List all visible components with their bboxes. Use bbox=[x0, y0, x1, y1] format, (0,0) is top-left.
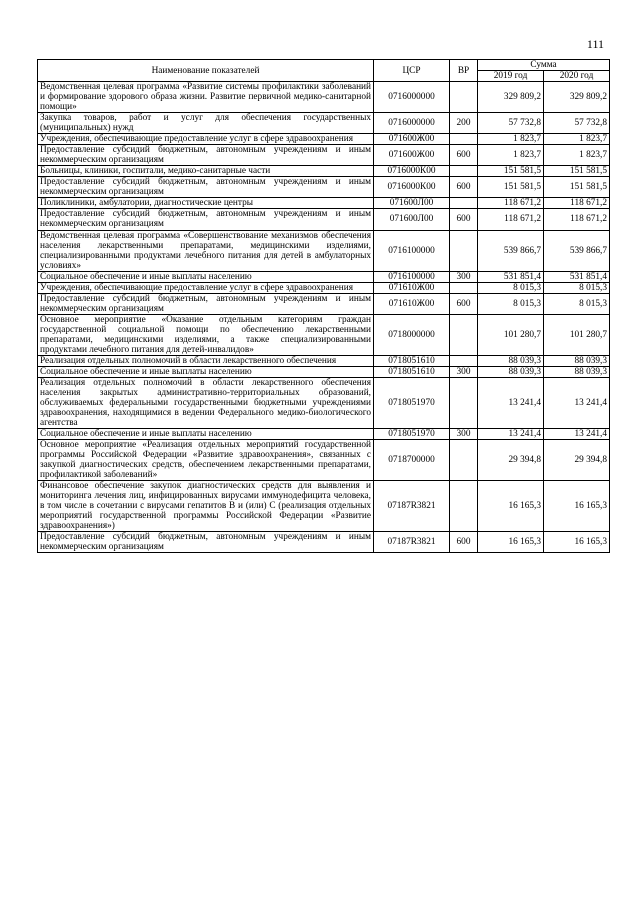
row-name-cell: Предоставление субсидий бюджетным, автономным учреждениям и иным некоммерческим организациям bbox=[38, 209, 374, 230]
header-year-2020: 2020 год bbox=[544, 71, 610, 82]
row-csr-cell: 0716100000 bbox=[374, 271, 450, 282]
row-name-cell: Социальное обеспечение и иные выплаты населению bbox=[38, 271, 374, 282]
table-row bbox=[38, 481, 610, 532]
header-sum: Сумма bbox=[478, 60, 610, 71]
table-row bbox=[38, 209, 610, 230]
row-name-cell: Предоставление субсидий бюджетным, автономным учреждениям и иным некоммерческим организациям bbox=[38, 145, 374, 166]
row-vr-cell bbox=[450, 166, 478, 177]
row-sum-2020-cell: 88 039,3 bbox=[544, 366, 610, 377]
row-csr-cell: 071600Ж00 bbox=[374, 134, 450, 145]
row-vr-cell bbox=[450, 198, 478, 209]
row-vr-cell bbox=[450, 377, 478, 428]
row-csr-cell: 0718700000 bbox=[374, 440, 450, 481]
table-row bbox=[38, 429, 610, 440]
row-sum-2019-cell: 88 039,3 bbox=[478, 355, 544, 366]
row-vr-cell: 300 bbox=[450, 366, 478, 377]
row-sum-2019-cell: 29 394,8 bbox=[478, 440, 544, 481]
row-sum-2020-cell: 531 851,4 bbox=[544, 271, 610, 282]
row-name-cell: Реализация отдельных полномочий в области лекарственного обеспечения населения закрытых административно-территориальных образований, обслуживаемых федеральными государственными бюджетными учреждениями здравоохранения, находящимися в ведении Федерального медико-биологического агентства bbox=[38, 377, 374, 428]
row-sum-2020-cell: 29 394,8 bbox=[544, 440, 610, 481]
row-sum-2020-cell: 88 039,3 bbox=[544, 355, 610, 366]
row-sum-2019-cell: 13 241,4 bbox=[478, 429, 544, 440]
row-sum-2020-cell: 16 165,3 bbox=[544, 532, 610, 553]
table-row bbox=[38, 366, 610, 377]
table-row bbox=[38, 282, 610, 293]
row-vr-cell: 600 bbox=[450, 209, 478, 230]
row-vr-cell: 200 bbox=[450, 113, 478, 134]
row-csr-cell: 0716000000 bbox=[374, 82, 450, 113]
row-sum-2019-cell: 1 823,7 bbox=[478, 134, 544, 145]
row-sum-2020-cell: 13 241,4 bbox=[544, 377, 610, 428]
row-vr-cell bbox=[450, 282, 478, 293]
header-vr: ВР bbox=[450, 60, 478, 82]
row-sum-2020-cell: 57 732,8 bbox=[544, 113, 610, 134]
row-sum-2020-cell: 1 823,7 bbox=[544, 145, 610, 166]
row-sum-2020-cell: 151 581,5 bbox=[544, 177, 610, 198]
row-name-cell: Финансовое обеспечение закупок диагностических средств для выявления и мониторинга лечения лиц, инфицированных вирусами иммунодефицита человека, в том числе в сочетании с вирусами гепатитов В и (или) С (реализация отдельных мероприятий государственной программы Российской Федерации «Развитие здравоохранения») bbox=[38, 481, 374, 532]
table-row bbox=[38, 314, 610, 355]
row-csr-cell: 071610Ж00 bbox=[374, 282, 450, 293]
row-sum-2019-cell: 118 671,2 bbox=[478, 198, 544, 209]
row-name-cell: Реализация отдельных полномочий в области лекарственного обеспечения bbox=[38, 355, 374, 366]
row-vr-cell bbox=[450, 230, 478, 271]
header-csr: ЦСР bbox=[374, 60, 450, 82]
row-csr-cell: 071610Ж00 bbox=[374, 293, 450, 314]
row-vr-cell: 300 bbox=[450, 271, 478, 282]
row-sum-2019-cell: 8 015,3 bbox=[478, 293, 544, 314]
row-sum-2020-cell: 539 866,7 bbox=[544, 230, 610, 271]
row-vr-cell bbox=[450, 82, 478, 113]
row-csr-cell: 0718051610 bbox=[374, 355, 450, 366]
row-sum-2019-cell: 88 039,3 bbox=[478, 366, 544, 377]
budget-table bbox=[37, 59, 610, 553]
table-row bbox=[38, 532, 610, 553]
row-csr-cell: 0716000К00 bbox=[374, 166, 450, 177]
row-name-cell: Поликлиники, амбулатории, диагностические центры bbox=[38, 198, 374, 209]
row-name-cell: Предоставление субсидий бюджетным, автономным учреждениям и иным некоммерческим организациям bbox=[38, 177, 374, 198]
row-sum-2019-cell: 539 866,7 bbox=[478, 230, 544, 271]
row-csr-cell: 0718051970 bbox=[374, 377, 450, 428]
row-csr-cell: 0718051970 bbox=[374, 429, 450, 440]
row-name-cell: Предоставление субсидий бюджетным, автономным учреждениям и иным некоммерческим организациям bbox=[38, 532, 374, 553]
row-csr-cell: 0718000000 bbox=[374, 314, 450, 355]
row-vr-cell bbox=[450, 355, 478, 366]
row-name-cell: Больницы, клиники, госпитали, медико-санитарные части bbox=[38, 166, 374, 177]
row-vr-cell bbox=[450, 440, 478, 481]
row-csr-cell: 071600Л00 bbox=[374, 198, 450, 209]
table-row bbox=[38, 293, 610, 314]
table-row bbox=[38, 271, 610, 282]
row-sum-2020-cell: 329 809,2 bbox=[544, 82, 610, 113]
row-vr-cell: 600 bbox=[450, 532, 478, 553]
header-year-2019: 2019 год bbox=[478, 71, 544, 82]
row-sum-2020-cell: 8 015,3 bbox=[544, 282, 610, 293]
table-header-row bbox=[38, 60, 610, 71]
row-name-cell: Учреждения, обеспечивающие предоставление услуг в сфере здравоохранения bbox=[38, 134, 374, 145]
table-body bbox=[38, 82, 610, 553]
table-row bbox=[38, 113, 610, 134]
row-sum-2020-cell: 118 671,2 bbox=[544, 198, 610, 209]
table-row bbox=[38, 134, 610, 145]
row-sum-2020-cell: 13 241,4 bbox=[544, 429, 610, 440]
row-vr-cell: 600 bbox=[450, 145, 478, 166]
row-name-cell: Закупка товаров, работ и услуг для обеспечения государственных (муниципальных) нужд bbox=[38, 113, 374, 134]
row-sum-2019-cell: 151 581,5 bbox=[478, 166, 544, 177]
table-row bbox=[38, 166, 610, 177]
row-name-cell: Учреждения, обеспечивающие предоставление услуг в сфере здравоохранения bbox=[38, 282, 374, 293]
row-name-cell: Социальное обеспечение и иные выплаты населению bbox=[38, 429, 374, 440]
table-row bbox=[38, 177, 610, 198]
row-vr-cell: 300 bbox=[450, 429, 478, 440]
row-vr-cell bbox=[450, 134, 478, 145]
row-name-cell: Ведомственная целевая программа «Развитие системы профилактики заболеваний и формирование здорового образа жизни. Развитие первичной медико-санитарной помощи» bbox=[38, 82, 374, 113]
table-row bbox=[38, 355, 610, 366]
row-sum-2019-cell: 13 241,4 bbox=[478, 377, 544, 428]
row-vr-cell bbox=[450, 481, 478, 532]
row-sum-2019-cell: 1 823,7 bbox=[478, 145, 544, 166]
row-sum-2020-cell: 16 165,3 bbox=[544, 481, 610, 532]
row-sum-2019-cell: 151 581,5 bbox=[478, 177, 544, 198]
row-name-cell: Ведомственная целевая программа «Совершенствование механизмов обеспечения населения лекарственными препаратами, медицинскими изделиями, специализированными продуктами лечебного питания для детей в амбулаторных условиях» bbox=[38, 230, 374, 271]
row-sum-2019-cell: 118 671,2 bbox=[478, 209, 544, 230]
header-name: Наименование показателей bbox=[38, 60, 374, 82]
row-sum-2019-cell: 101 280,7 bbox=[478, 314, 544, 355]
row-sum-2019-cell: 16 165,3 bbox=[478, 532, 544, 553]
row-csr-cell: 071600Ж00 bbox=[374, 145, 450, 166]
table-row bbox=[38, 145, 610, 166]
row-vr-cell: 600 bbox=[450, 293, 478, 314]
table-row bbox=[38, 82, 610, 113]
row-csr-cell: 0718051610 bbox=[374, 366, 450, 377]
row-sum-2020-cell: 101 280,7 bbox=[544, 314, 610, 355]
row-csr-cell: 07187R3821 bbox=[374, 481, 450, 532]
row-name-cell: Социальное обеспечение и иные выплаты населению bbox=[38, 366, 374, 377]
row-csr-cell: 0716000К00 bbox=[374, 177, 450, 198]
row-sum-2019-cell: 329 809,2 bbox=[478, 82, 544, 113]
table-row bbox=[38, 440, 610, 481]
table-row bbox=[38, 230, 610, 271]
row-name-cell: Основное мероприятие «Оказание отдельным категориям граждан государственной социальной помощи по обеспечению лекарственными препаратами, медицинскими изделиями, а также специализированными продуктами лечебного питания для детей-инвалидов» bbox=[38, 314, 374, 355]
row-name-cell: Предоставление субсидий бюджетным, автономным учреждениям и иным некоммерческим организациям bbox=[38, 293, 374, 314]
table-row bbox=[38, 198, 610, 209]
row-csr-cell: 0716000000 bbox=[374, 113, 450, 134]
row-vr-cell: 600 bbox=[450, 177, 478, 198]
row-sum-2019-cell: 57 732,8 bbox=[478, 113, 544, 134]
row-vr-cell bbox=[450, 314, 478, 355]
row-sum-2020-cell: 1 823,7 bbox=[544, 134, 610, 145]
row-csr-cell: 07187R3821 bbox=[374, 532, 450, 553]
row-sum-2020-cell: 151 581,5 bbox=[544, 166, 610, 177]
row-sum-2020-cell: 118 671,2 bbox=[544, 209, 610, 230]
table-row bbox=[38, 377, 610, 428]
page-number: 111 bbox=[586, 37, 604, 51]
row-sum-2019-cell: 16 165,3 bbox=[478, 481, 544, 532]
row-sum-2019-cell: 531 851,4 bbox=[478, 271, 544, 282]
row-sum-2020-cell: 8 015,3 bbox=[544, 293, 610, 314]
row-name-cell: Основное мероприятие «Реализация отдельных мероприятий государственной программы Российской Федерации «Развитие здравоохранения», связанных с закупкой диагностических средств, обеспечением лекарственными препаратами, профилактикой заболеваний» bbox=[38, 440, 374, 481]
row-csr-cell: 0716100000 bbox=[374, 230, 450, 271]
row-sum-2019-cell: 8 015,3 bbox=[478, 282, 544, 293]
row-csr-cell: 071600Л00 bbox=[374, 209, 450, 230]
